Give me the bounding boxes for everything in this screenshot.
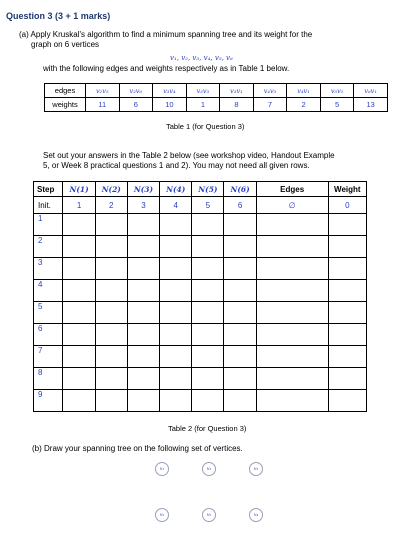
weight-cell: 6 [119,98,153,112]
step-row [34,302,367,324]
answer-cell[interactable] [192,214,224,236]
answer-cell[interactable] [160,368,192,390]
answer-cell[interactable] [256,368,328,390]
vertex-v3-node[interactable]: v₃ [249,462,263,476]
answer-cell[interactable] [127,324,159,346]
init-cell: 2 [95,197,127,214]
answer-cell[interactable] [224,302,256,324]
answer-cell[interactable] [95,280,127,302]
vertex-v4-node[interactable]: v₄ [249,508,263,522]
answer-cell[interactable] [328,280,366,302]
answer-cell[interactable] [328,324,366,346]
edge-cell: v₃v₅ [186,84,220,98]
vertex-v5b-node[interactable]: v₅ [202,508,216,522]
question-heading: Question 3 (3 + 1 marks) [6,11,111,21]
answer-cell[interactable] [192,258,224,280]
answer-cell[interactable] [256,214,328,236]
step-number: 4 [34,280,63,302]
vertex-v2-node[interactable]: v₂ [202,462,216,476]
edge-cell: v₄v₁ [287,84,321,98]
init-edges-cell: ∅ [256,197,328,214]
instructions-line1: Set out your answers in the Table 2 below (see workshop video, Handout Example [43,151,335,160]
answer-cell[interactable] [328,258,366,280]
edges-weights-table [44,83,388,112]
instructions-line2: 5, or Week 8 practical questions 1 and 2). You may not need all given rows. [43,161,310,170]
weight-cell: 10 [153,98,187,112]
answer-cell[interactable] [256,346,328,368]
weight-cell: 11 [86,98,120,112]
answer-cell[interactable] [192,390,224,412]
step-row [34,324,367,346]
part-b-text: (b) Draw your spanning tree on the following set of vertices. [32,444,243,453]
step-row [34,368,367,390]
answer-cell[interactable] [192,346,224,368]
table2-caption: Table 2 (for Question 3) [168,424,247,433]
weights-row [45,98,388,112]
answer-cell[interactable] [256,324,328,346]
answer-cell[interactable] [127,214,159,236]
answer-cell[interactable] [127,280,159,302]
edge-cell: v₂v₆ [119,84,153,98]
step-row [34,390,367,412]
answer-cell[interactable] [127,390,159,412]
answer-cell[interactable] [95,258,127,280]
answer-cell[interactable] [192,324,224,346]
answer-cell[interactable] [95,390,127,412]
edges-row [45,84,388,98]
edge-cell: v₆v₁ [354,84,388,98]
answer-cell[interactable] [95,368,127,390]
answer-cell[interactable] [63,324,95,346]
step-row [34,346,367,368]
answer-cell[interactable] [160,302,192,324]
answer-cell[interactable] [256,390,328,412]
answer-cell[interactable] [63,280,95,302]
n4-header: N(4) [160,182,192,197]
init-label: Init. [34,197,63,214]
step-number: 5 [34,302,63,324]
edges-intro-text: with the following edges and weights respectively as in Table 1 below. [43,64,290,73]
answer-cell[interactable] [63,302,95,324]
answer-cell[interactable] [160,346,192,368]
answer-cell[interactable] [192,368,224,390]
step-row [34,214,367,236]
answer-cell[interactable] [95,236,127,258]
step-number: 7 [34,346,63,368]
n1-header: N(1) [63,182,95,197]
answer-cell[interactable] [256,258,328,280]
weight-cell: 5 [320,98,354,112]
edge-cell: v₅v₁ [320,84,354,98]
weight-cell: 7 [253,98,287,112]
edges-label: edges [45,84,86,98]
edge-cell: v₄v₅ [253,84,287,98]
answer-cell[interactable] [160,280,192,302]
kruskal-steps-table [33,181,367,412]
step-row [34,280,367,302]
step-number: 1 [34,214,63,236]
answer-cell[interactable] [63,368,95,390]
answer-cell[interactable] [95,324,127,346]
part-a-text-line1: (a) Apply Kruskal's algorithm to find a minimum spanning tree and its weight for the [19,30,313,39]
answer-cell[interactable] [63,346,95,368]
answer-cell[interactable] [192,302,224,324]
answer-cell[interactable] [63,390,95,412]
answer-cell[interactable] [224,368,256,390]
answer-cell[interactable] [328,368,366,390]
init-row [34,197,367,214]
init-cell: 1 [63,197,95,214]
step-number: 8 [34,368,63,390]
init-cell: 4 [160,197,192,214]
init-cell: 3 [127,197,159,214]
edges-header: Edges [256,182,328,197]
answer-cell[interactable] [328,302,366,324]
answer-cell[interactable] [63,214,95,236]
answer-cell[interactable] [328,236,366,258]
answer-cell[interactable] [127,346,159,368]
init-cell: 6 [224,197,256,214]
step-number: 2 [34,236,63,258]
part-a-text-line2: graph on 6 vertices [31,40,100,49]
step-row [34,258,367,280]
answer-cell[interactable] [224,214,256,236]
answer-cell[interactable] [328,346,366,368]
weight-cell: 13 [354,98,388,112]
answer-cell[interactable] [127,368,159,390]
answer-cell[interactable] [328,390,366,412]
vertex-list: v₁, v₂, v₃, v₄, v₅, v₆ [170,54,233,62]
step-number: 9 [34,390,63,412]
answer-cell[interactable] [256,302,328,324]
edge-cell: v₃v₄ [153,84,187,98]
n2-header: N(2) [95,182,127,197]
weight-header: Weight [328,182,366,197]
vertex-v5-node[interactable]: v₅ [155,508,169,522]
step-number: 3 [34,258,63,280]
n3-header: N(3) [127,182,159,197]
answer-cell[interactable] [256,236,328,258]
edge-cell: v₂v₅ [86,84,120,98]
weight-cell: 8 [220,98,254,112]
answer-cell[interactable] [224,390,256,412]
answer-cell[interactable] [95,302,127,324]
answer-cell[interactable] [95,346,127,368]
answer-cell[interactable] [127,236,159,258]
answer-cell[interactable] [224,236,256,258]
n5-header: N(5) [192,182,224,197]
answer-cell[interactable] [224,324,256,346]
answer-cell[interactable] [192,236,224,258]
n6-header: N(6) [224,182,256,197]
answer-cell[interactable] [160,390,192,412]
answer-cell[interactable] [224,346,256,368]
step-header: Step [34,182,63,197]
answer-cell[interactable] [224,258,256,280]
weights-label: weights [45,98,86,112]
answer-cell[interactable] [160,258,192,280]
init-cell: 5 [192,197,224,214]
table2-header-row [34,182,367,197]
answer-cell[interactable] [256,280,328,302]
step-number: 6 [34,324,63,346]
edge-cell: v₃v₁ [220,84,254,98]
answer-cell[interactable] [160,214,192,236]
answer-cell[interactable] [328,214,366,236]
weight-cell: 1 [186,98,220,112]
weight-cell: 2 [287,98,321,112]
table1-caption: Table 1 (for Question 3) [166,122,245,131]
answer-cell[interactable] [192,280,224,302]
answer-cell[interactable] [224,280,256,302]
answer-cell[interactable] [160,236,192,258]
answer-cell[interactable] [127,258,159,280]
answer-cell[interactable] [63,236,95,258]
answer-cell[interactable] [95,214,127,236]
init-weight-cell: 0 [328,197,366,214]
answer-cell[interactable] [63,258,95,280]
answer-cell[interactable] [127,302,159,324]
step-row [34,236,367,258]
answer-cell[interactable] [160,324,192,346]
vertex-v1-node[interactable]: v₁ [155,462,169,476]
